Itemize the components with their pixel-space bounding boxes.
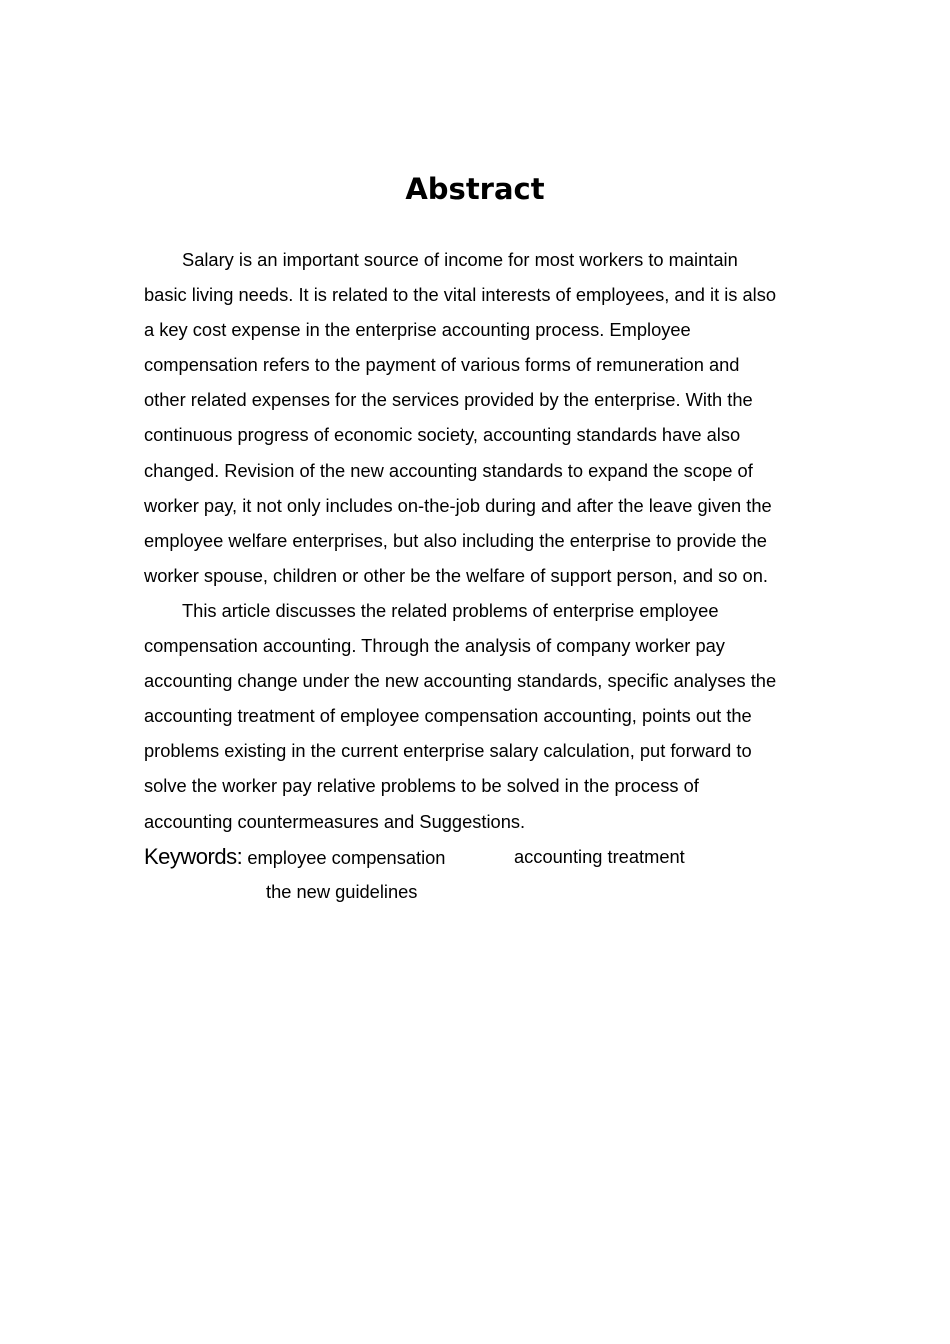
text-line: basic living needs. It is related to the vital interests of employees, and it is also — [144, 284, 777, 306]
paragraph-1 — [144, 242, 809, 593]
text-line: changed. Revision of the new accounting standards to expand the scope of — [144, 459, 753, 481]
keywords-section — [144, 839, 809, 909]
keyword-item: the new guidelines — [266, 880, 418, 902]
text-line: accounting countermeasures and Suggestions. — [144, 810, 526, 832]
text-line: This article discusses the related problems of enterprise employee — [182, 599, 719, 621]
text-line: worker pay, it not only includes on-the-job during and after the leave given the — [144, 494, 772, 516]
text-line: continuous progress of economic society, accounting standards have also — [144, 424, 741, 446]
text-line: compensation refers to the payment of various forms of remuneration and — [144, 354, 740, 376]
text-line: a key cost expense in the enterprise accounting process. Employee — [144, 319, 691, 341]
keywords-row — [144, 839, 809, 874]
text-line: problems existing in the current enterprise salary calculation, put forward to — [144, 740, 752, 762]
text-line: solve the worker pay relative problems to be solved in the process of — [144, 775, 699, 797]
text-line: other related expenses for the services provided by the enterprise. With the — [144, 389, 753, 411]
text-line: compensation accounting. Through the analysis of company worker pay — [144, 635, 725, 657]
keywords-label: Keywords: — [144, 843, 243, 869]
keyword-item: accounting treatment — [514, 845, 685, 867]
text-line: Salary is an important source of income for most workers to maintain — [182, 249, 738, 270]
text-line: accounting change under the new accounting standards, specific analyses the — [144, 670, 777, 692]
text-line: accounting treatment of employee compensation accounting, points out the — [144, 705, 752, 727]
abstract-title: Abstract — [405, 172, 545, 206]
keyword-item: employee compensation — [247, 846, 446, 868]
paragraph-2 — [144, 593, 809, 839]
text-line: employee welfare enterprises, but also including the enterprise to provide the — [144, 529, 767, 551]
keywords-row — [144, 874, 809, 909]
text-line: worker spouse, children or other be the welfare of support person, and so on. — [144, 564, 768, 586]
abstract-body — [144, 242, 809, 909]
